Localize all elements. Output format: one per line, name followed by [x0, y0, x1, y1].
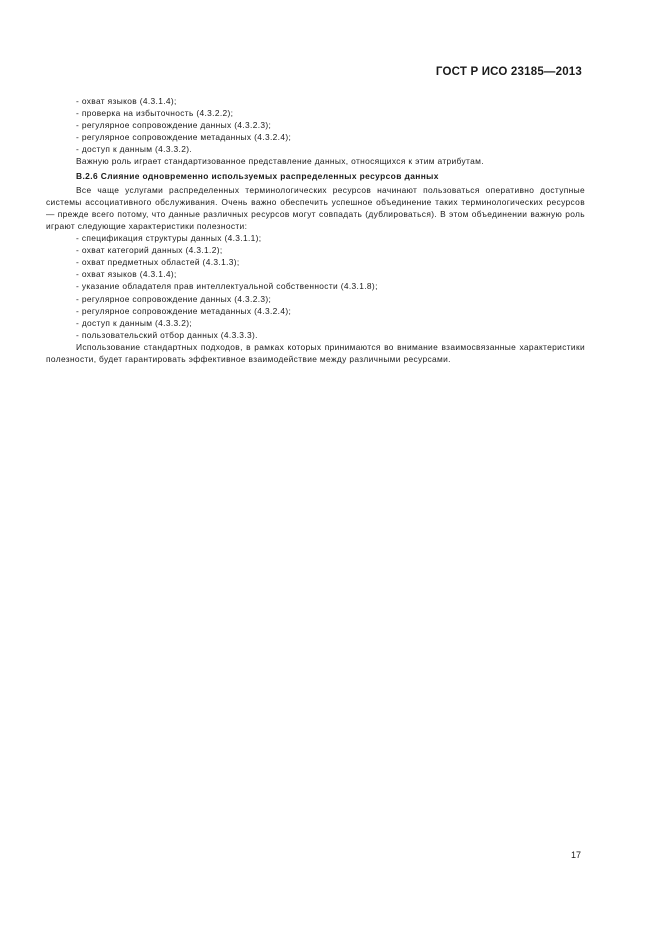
list-item: - охват предметных областей (4.3.1.3);: [76, 257, 240, 268]
conclusion-paragraph: Использование стандартных подходов, в рамках которых принимаются во внимание взаимосвязанные характеристики полезности, будет гарантировать эффективное взаимодействие между различными ресурсами.: [46, 341, 585, 364]
list-item: - доступ к данным (4.3.3.2);: [76, 317, 193, 328]
list-item: - пользовательский отбор данных (4.3.3.3).: [76, 329, 258, 340]
list-item: - регулярное сопровождение данных (4.3.2.3);: [76, 120, 272, 131]
section-intro-paragraph: Все чаще услугами распределенных терминологических ресурсов начинают пользоваться оперативно доступные системы ассоциативного обслуживания. Очень важно обеспечить успешное объединение таких терминологических ресурсов — прежде всего потому, что данные различных ресурсов могут совпадать (дублироваться). В этом объединении важную роль играют следующие характеристики полезности:: [46, 184, 585, 231]
paragraph: Важную роль играет стандартизованное представление данных, относящихся к этим атрибутам.: [76, 156, 484, 167]
list-item: - охват языков (4.3.1.4);: [76, 96, 177, 106]
list-item: - регулярное сопровождение данных (4.3.2.3);: [76, 293, 272, 304]
page-content: [46, 95, 585, 365]
list-item: - доступ к данным (4.3.3.2).: [76, 144, 193, 155]
list-item: - охват языков (4.3.1.4);: [76, 269, 177, 280]
list-item: - спецификация структуры данных (4.3.1.1);: [76, 233, 262, 244]
list-item: - регулярное сопровождение метаданных (4.3.2.4);: [76, 305, 292, 316]
list-item: - охват категорий данных (4.3.1.2);: [76, 245, 223, 256]
section-heading: В.2.6 Слияние одновременно используемых распределенных ресурсов данных: [76, 170, 439, 181]
document-header: ГОСТ Р ИСО 23185—2013: [435, 66, 582, 78]
list-item: - регулярное сопровождение метаданных (4.3.2.4);: [76, 132, 292, 143]
page-number: 17: [570, 850, 581, 860]
list-item: - проверка на избыточность (4.3.2.2);: [76, 108, 234, 119]
list-item: - указание обладателя прав интеллектуальной собственности (4.3.1.8);: [76, 281, 378, 292]
